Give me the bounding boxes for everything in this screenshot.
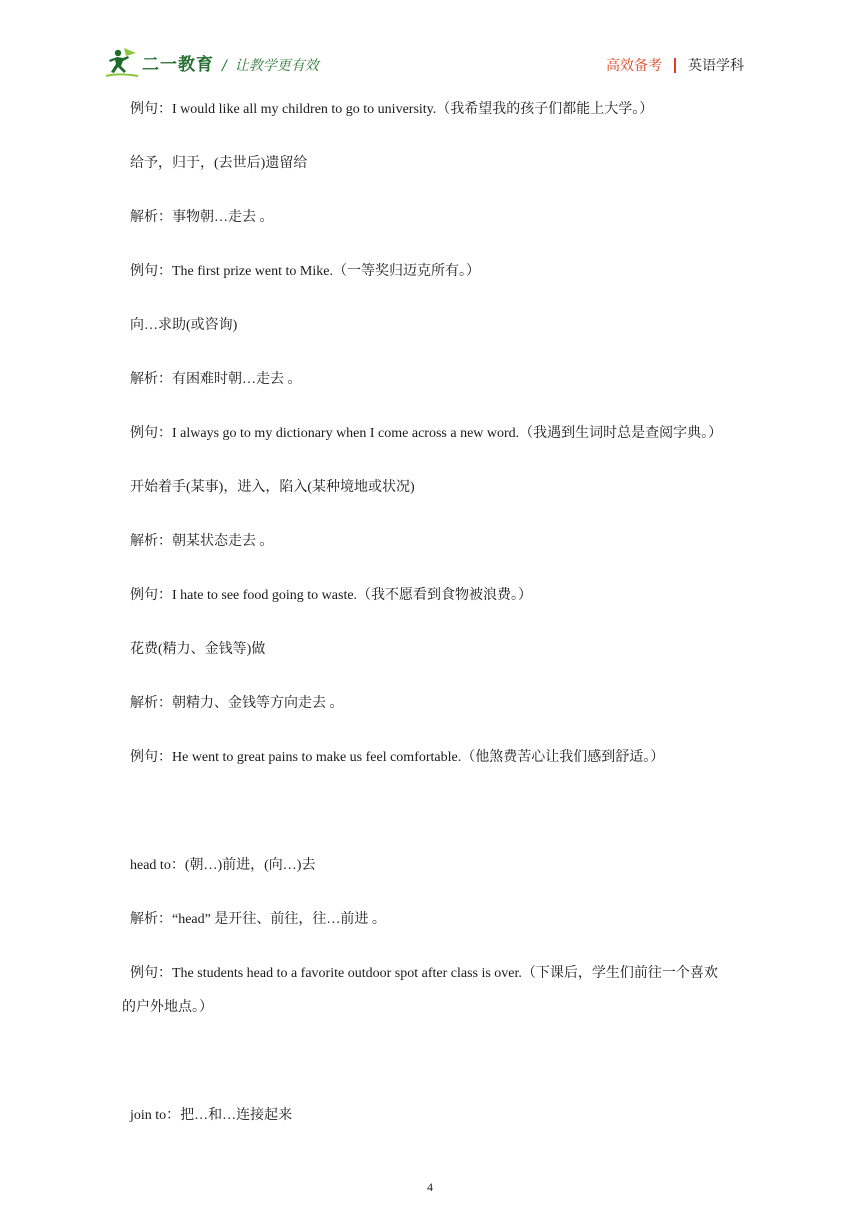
subject-label: 英语学科	[688, 58, 744, 74]
phrase-heading: head to：(朝…)前进，(向…)去	[130, 858, 316, 873]
example-sentence: 例句：The students head to a favorite outdoor spot after class is over.（下课后，学生们前往一个喜欢	[130, 966, 718, 981]
header-tagline	[606, 55, 744, 75]
meaning-line: 向…求助(或咨询)	[130, 318, 238, 333]
analysis-line: 解析：有困难时朝…走去 。	[130, 372, 302, 387]
example-sentence: 例句：I hate to see food going to waste.（我不愿看到食物被浪费。）	[130, 588, 533, 603]
slogan-text: 让教学更有效	[234, 58, 319, 74]
meaning-line: 给予，归于，(去世后)遗留给	[130, 156, 308, 171]
slogan-slash: /	[222, 58, 227, 74]
slogan	[222, 55, 319, 75]
page-number: 4	[427, 1180, 433, 1194]
phrase-heading: join to：把…和…连接起来	[130, 1108, 293, 1123]
analysis-line: 解析：“head” 是开往、前往，往…前进 。	[130, 912, 386, 927]
runner-logo-icon	[104, 44, 140, 80]
meaning-line: 花费(精力、金钱等)做	[130, 642, 266, 657]
example-sentence: 例句：He went to great pains to make us feel comfortable.（他煞费苦心让我们感到舒适。）	[130, 750, 665, 765]
analysis-line: 解析：朝某状态走去 。	[130, 534, 274, 549]
header-divider	[674, 58, 676, 73]
example-sentence: 例句：I always go to my dictionary when I come across a new word.（我遇到生词时总是查阅字典。）	[130, 426, 723, 441]
example-sentence-continuation: 的户外地点。）	[122, 1000, 213, 1015]
brand-logo	[104, 44, 214, 80]
meaning-line: 开始着手(某事)，进入，陷入(某种境地或状况)	[130, 480, 415, 495]
prep-label: 高效备考	[606, 58, 662, 74]
analysis-line: 解析：事物朝…走去 。	[130, 210, 274, 225]
example-sentence: 例句：I would like all my children to go to university.（我希望我的孩子们都能上大学。）	[130, 102, 654, 117]
logo-text: 二一教育	[142, 54, 214, 75]
example-sentence: 例句：The first prize went to Mike.（一等奖归迈克所有。）	[130, 264, 480, 279]
page-header	[0, 0, 860, 90]
analysis-line: 解析：朝精力、金钱等方向走去 。	[130, 696, 344, 711]
